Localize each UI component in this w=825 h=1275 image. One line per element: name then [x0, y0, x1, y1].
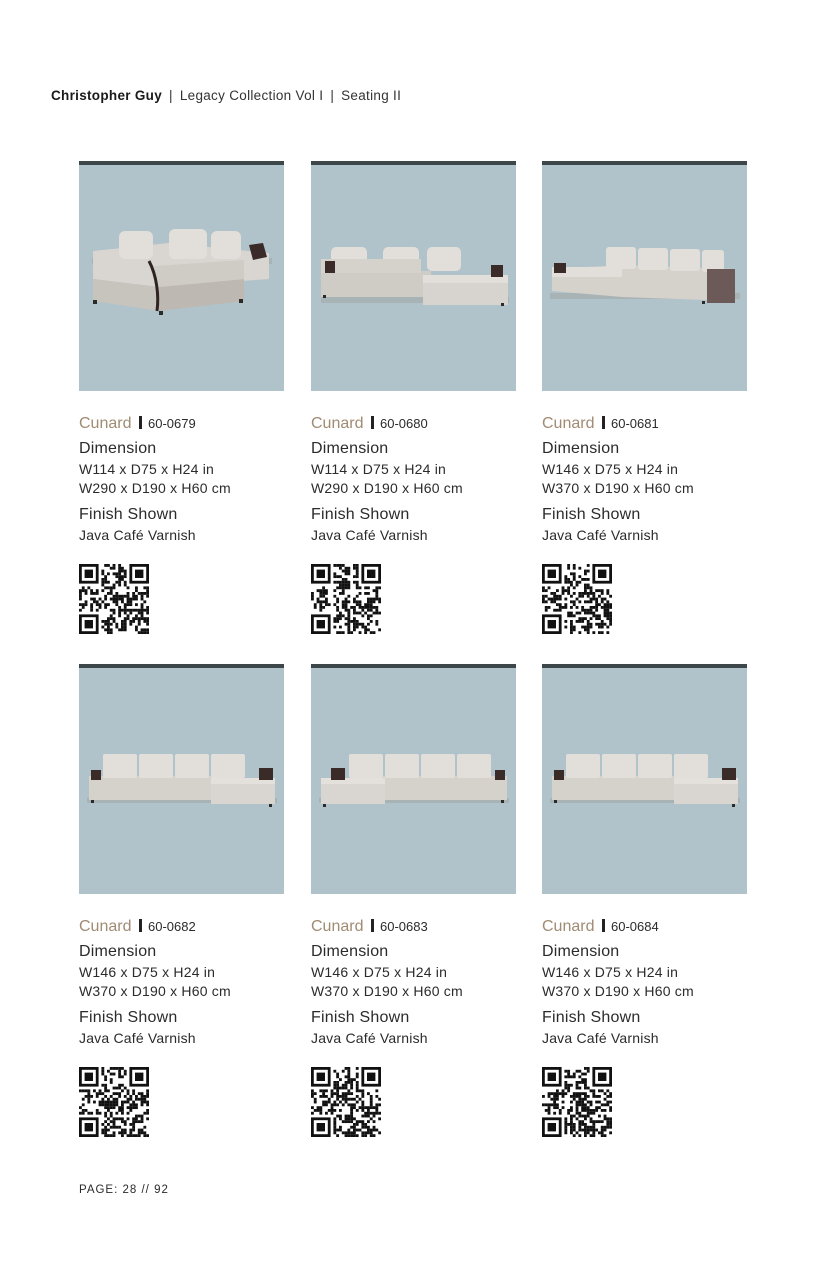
product-title — [79, 918, 284, 938]
product-card — [311, 161, 516, 634]
title-divider — [139, 919, 142, 932]
product-image — [311, 161, 516, 391]
section-name: Seating II — [341, 88, 402, 103]
product-title — [542, 918, 747, 938]
product-name: Cunard — [542, 415, 595, 432]
product-title — [311, 415, 516, 435]
sofa-image — [542, 161, 747, 391]
title-divider — [371, 416, 374, 429]
page-header — [51, 88, 401, 103]
qr-code[interactable] — [79, 564, 149, 634]
dimension-label: Dimension — [311, 440, 389, 457]
finish-label: Finish Shown — [79, 1009, 178, 1026]
product-code: 60-0684 — [610, 919, 659, 934]
product-title — [542, 415, 747, 435]
product-card — [79, 161, 284, 634]
product-image — [542, 161, 747, 391]
product-name: Cunard — [79, 415, 132, 432]
dimension-cm: W370 x D190 x H60 cm — [311, 983, 463, 999]
product-name: Cunard — [79, 918, 132, 935]
qr-code[interactable] — [542, 1067, 612, 1137]
product-code: 60-0679 — [147, 416, 196, 431]
dimension-inches: W146 x D75 x H24 in — [79, 964, 216, 980]
sofa-image — [79, 161, 284, 391]
title-divider — [602, 919, 605, 932]
page-number: PAGE: 28 // 92 — [79, 1184, 169, 1196]
sofa-image — [79, 664, 284, 894]
dimension-cm: W370 x D190 x H60 cm — [542, 480, 694, 496]
product-title — [311, 918, 516, 938]
sofa-image — [311, 161, 516, 391]
finish-label: Finish Shown — [542, 1009, 641, 1026]
dimension-inches: W146 x D75 x H24 in — [542, 461, 679, 477]
product-name: Cunard — [311, 415, 364, 432]
dimension-label: Dimension — [79, 943, 157, 960]
qr-code[interactable] — [311, 564, 381, 634]
product-card — [311, 664, 516, 1137]
finish-label: Finish Shown — [542, 506, 641, 523]
product-name: Cunard — [311, 918, 364, 935]
qr-code[interactable] — [79, 1067, 149, 1137]
dimension-label: Dimension — [542, 943, 620, 960]
qr-code[interactable] — [542, 564, 612, 634]
dimension-cm: W290 x D190 x H60 cm — [79, 480, 231, 496]
title-divider — [602, 416, 605, 429]
product-code: 60-0682 — [147, 919, 196, 934]
dimension-cm: W370 x D190 x H60 cm — [79, 983, 231, 999]
product-code: 60-0680 — [379, 416, 428, 431]
finish-label: Finish Shown — [311, 1009, 410, 1026]
title-divider — [371, 919, 374, 932]
brand-name: Christopher Guy — [51, 88, 163, 103]
dimension-cm: W370 x D190 x H60 cm — [542, 983, 694, 999]
product-card — [79, 664, 284, 1137]
title-divider — [139, 416, 142, 429]
product-card — [542, 664, 747, 1137]
header-separator: | — [330, 88, 335, 103]
product-image — [79, 161, 284, 391]
finish-label: Finish Shown — [311, 506, 410, 523]
qr-code[interactable] — [311, 1067, 381, 1137]
product-image — [79, 664, 284, 894]
product-image — [542, 664, 747, 894]
dimension-inches: W146 x D75 x H24 in — [542, 964, 679, 980]
finish-value: Java Café Varnish — [311, 1030, 428, 1046]
product-image — [311, 664, 516, 894]
dimension-inches: W146 x D75 x H24 in — [311, 964, 448, 980]
product-code: 60-0683 — [379, 919, 428, 934]
dimension-label: Dimension — [79, 440, 157, 457]
finish-value: Java Café Varnish — [542, 527, 659, 543]
product-card — [542, 161, 747, 634]
collection-name: Legacy Collection Vol I — [179, 88, 324, 103]
sofa-image — [311, 664, 516, 894]
product-code: 60-0681 — [610, 416, 659, 431]
finish-value: Java Café Varnish — [79, 1030, 196, 1046]
dimension-label: Dimension — [542, 440, 620, 457]
header-separator: | — [169, 88, 173, 103]
sofa-image — [542, 664, 747, 894]
dimension-inches: W114 x D75 x H24 in — [311, 461, 447, 477]
finish-label: Finish Shown — [79, 506, 178, 523]
dimension-label: Dimension — [311, 943, 389, 960]
finish-value: Java Café Varnish — [79, 527, 196, 543]
product-name: Cunard — [542, 918, 595, 935]
product-title — [79, 415, 284, 435]
finish-value: Java Café Varnish — [542, 1030, 659, 1046]
dimension-inches: W114 x D75 x H24 in — [79, 461, 215, 477]
finish-value: Java Café Varnish — [311, 527, 428, 543]
dimension-cm: W290 x D190 x H60 cm — [311, 480, 463, 496]
